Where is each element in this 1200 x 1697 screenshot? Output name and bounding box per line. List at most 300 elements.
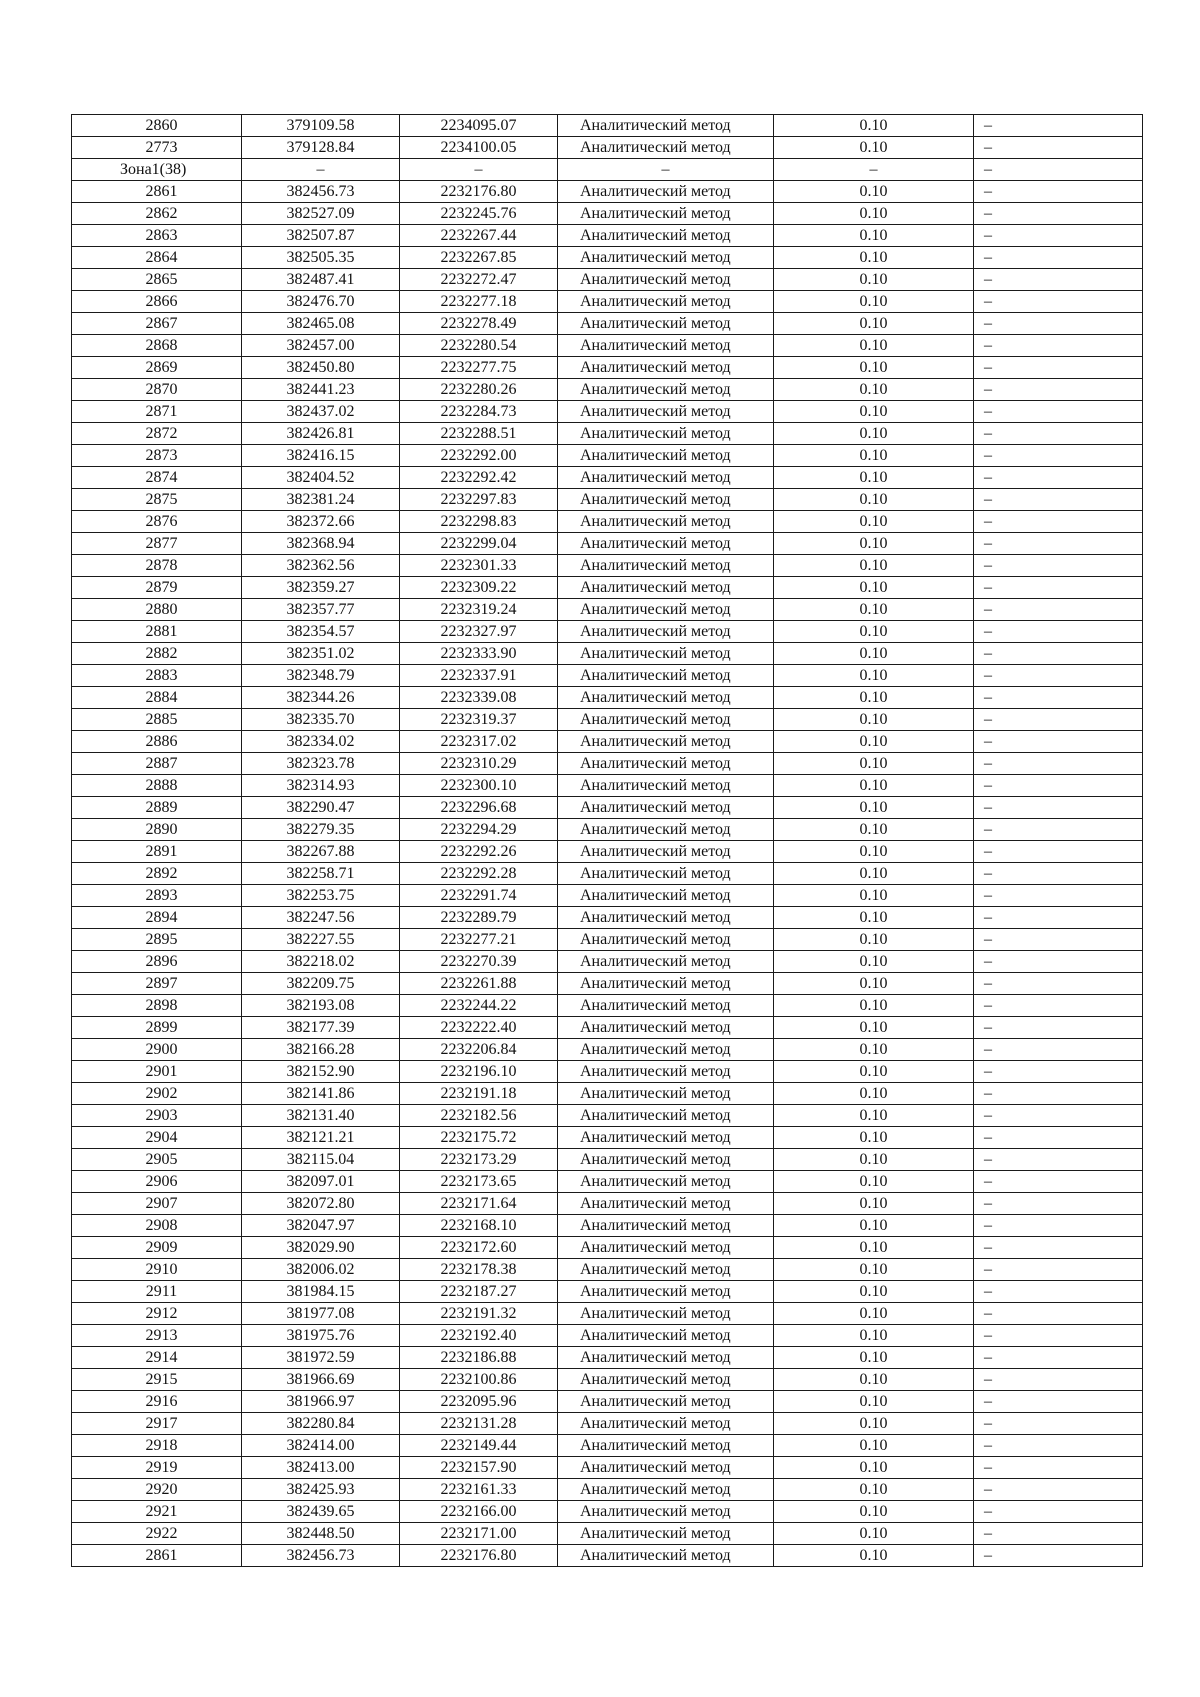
table-row bbox=[72, 797, 1143, 819]
x-coordinate-cell: 382334.02 bbox=[242, 731, 400, 753]
x-coordinate-cell: 382456.73 bbox=[242, 181, 400, 203]
point-number-text: 2886 bbox=[145, 733, 178, 750]
method-cell: Аналитический метод bbox=[558, 1171, 774, 1193]
table-row bbox=[72, 335, 1143, 357]
table-row bbox=[72, 1127, 1143, 1149]
point-number-cell bbox=[72, 1039, 242, 1061]
table-row bbox=[72, 1435, 1143, 1457]
point-number-text: 2880 bbox=[145, 601, 178, 618]
point-number-cell bbox=[72, 1127, 242, 1149]
accuracy-cell: 0.10 bbox=[774, 819, 974, 841]
method-cell: Аналитический метод bbox=[558, 907, 774, 929]
point-number-cell bbox=[72, 1215, 242, 1237]
y-coordinate-cell: 2232166.00 bbox=[400, 1501, 558, 1523]
method-cell: Аналитический метод bbox=[558, 687, 774, 709]
accuracy-cell: 0.10 bbox=[774, 445, 974, 467]
method-cell: Аналитический метод bbox=[558, 225, 774, 247]
y-coordinate-cell: 2232339.08 bbox=[400, 687, 558, 709]
accuracy-cell: 0.10 bbox=[774, 599, 974, 621]
x-coordinate-cell: 382152.90 bbox=[242, 1061, 400, 1083]
x-coordinate-cell: 382258.71 bbox=[242, 863, 400, 885]
x-coordinate-cell: 382141.86 bbox=[242, 1083, 400, 1105]
point-number-text: 2773 bbox=[145, 139, 178, 156]
method-cell: Аналитический метод bbox=[558, 555, 774, 577]
y-coordinate-cell: 2232296.68 bbox=[400, 797, 558, 819]
method-cell: Аналитический метод bbox=[558, 357, 774, 379]
point-number-text: 2921 bbox=[145, 1503, 178, 1520]
note-cell: – bbox=[974, 115, 1143, 137]
y-coordinate-cell: 2232272.47 bbox=[400, 269, 558, 291]
table-row bbox=[72, 1083, 1143, 1105]
table-row bbox=[72, 247, 1143, 269]
point-number-text: 2861 bbox=[145, 1547, 178, 1564]
y-coordinate-cell: 2234100.05 bbox=[400, 137, 558, 159]
point-number-cell bbox=[72, 665, 242, 687]
note-cell: – bbox=[974, 907, 1143, 929]
table-row bbox=[72, 1105, 1143, 1127]
y-coordinate-cell: 2232157.90 bbox=[400, 1457, 558, 1479]
table-row bbox=[72, 115, 1143, 137]
method-cell: Аналитический метод bbox=[558, 445, 774, 467]
note-cell: – bbox=[974, 665, 1143, 687]
x-coordinate-cell: 382209.75 bbox=[242, 973, 400, 995]
accuracy-cell: 0.10 bbox=[774, 269, 974, 291]
table-row bbox=[72, 1171, 1143, 1193]
point-number-cell bbox=[72, 1105, 242, 1127]
table-row bbox=[72, 643, 1143, 665]
point-number-text: 2914 bbox=[145, 1349, 178, 1366]
accuracy-cell: 0.10 bbox=[774, 489, 974, 511]
accuracy-cell: 0.10 bbox=[774, 1303, 974, 1325]
note-cell: – bbox=[974, 137, 1143, 159]
accuracy-cell: 0.10 bbox=[774, 1039, 974, 1061]
accuracy-cell: 0.10 bbox=[774, 1171, 974, 1193]
method-cell: Аналитический метод bbox=[558, 577, 774, 599]
y-coordinate-cell: 2232245.76 bbox=[400, 203, 558, 225]
x-coordinate-cell: 382439.65 bbox=[242, 1501, 400, 1523]
y-coordinate-cell: 2232289.79 bbox=[400, 907, 558, 929]
x-coordinate-cell: 382437.02 bbox=[242, 401, 400, 423]
x-coordinate-cell: 382072.80 bbox=[242, 1193, 400, 1215]
y-coordinate-cell: – bbox=[400, 159, 558, 181]
note-cell: – bbox=[974, 1237, 1143, 1259]
accuracy-cell: 0.10 bbox=[774, 1347, 974, 1369]
y-coordinate-cell: 2232292.28 bbox=[400, 863, 558, 885]
x-coordinate-cell: 382354.57 bbox=[242, 621, 400, 643]
table-row bbox=[72, 951, 1143, 973]
point-number-cell bbox=[72, 885, 242, 907]
y-coordinate-cell: 2232327.97 bbox=[400, 621, 558, 643]
point-number-text: 2879 bbox=[145, 579, 178, 596]
method-cell: – bbox=[558, 159, 774, 181]
y-coordinate-cell: 2232149.44 bbox=[400, 1435, 558, 1457]
note-cell: – bbox=[974, 951, 1143, 973]
x-coordinate-cell: 382404.52 bbox=[242, 467, 400, 489]
table-row bbox=[72, 159, 1143, 181]
point-number-text: 2908 bbox=[145, 1217, 178, 1234]
accuracy-cell: 0.10 bbox=[774, 577, 974, 599]
y-coordinate-cell: 2232171.64 bbox=[400, 1193, 558, 1215]
method-cell: Аналитический метод bbox=[558, 929, 774, 951]
x-coordinate-cell: 382348.79 bbox=[242, 665, 400, 687]
point-number-text: 2865 bbox=[145, 271, 178, 288]
point-number-text: 2874 bbox=[145, 469, 178, 486]
point-number-cell bbox=[72, 863, 242, 885]
accuracy-cell: 0.10 bbox=[774, 203, 974, 225]
note-cell: – bbox=[974, 379, 1143, 401]
accuracy-cell: 0.10 bbox=[774, 863, 974, 885]
y-coordinate-cell: 2232280.54 bbox=[400, 335, 558, 357]
x-coordinate-cell: 382097.01 bbox=[242, 1171, 400, 1193]
point-number-cell bbox=[72, 709, 242, 731]
note-cell: – bbox=[974, 687, 1143, 709]
x-coordinate-cell: 382121.21 bbox=[242, 1127, 400, 1149]
point-number-cell bbox=[72, 687, 242, 709]
accuracy-cell: 0.10 bbox=[774, 1259, 974, 1281]
x-coordinate-cell: 381966.69 bbox=[242, 1369, 400, 1391]
note-cell: – bbox=[974, 753, 1143, 775]
table-row bbox=[72, 379, 1143, 401]
accuracy-cell: 0.10 bbox=[774, 1523, 974, 1545]
x-coordinate-cell: 382115.04 bbox=[242, 1149, 400, 1171]
table-row bbox=[72, 203, 1143, 225]
method-cell: Аналитический метод bbox=[558, 1061, 774, 1083]
table-row bbox=[72, 687, 1143, 709]
method-cell: Аналитический метод bbox=[558, 775, 774, 797]
y-coordinate-cell: 2232291.74 bbox=[400, 885, 558, 907]
x-coordinate-cell: – bbox=[242, 159, 400, 181]
point-number-text: 2871 bbox=[145, 403, 178, 420]
y-coordinate-cell: 2232294.29 bbox=[400, 819, 558, 841]
note-cell: – bbox=[974, 1105, 1143, 1127]
point-number-cell bbox=[72, 599, 242, 621]
table-row bbox=[72, 555, 1143, 577]
x-coordinate-cell: 379109.58 bbox=[242, 115, 400, 137]
table-row bbox=[72, 1039, 1143, 1061]
y-coordinate-cell: 2232310.29 bbox=[400, 753, 558, 775]
note-cell: – bbox=[974, 599, 1143, 621]
method-cell: Аналитический метод bbox=[558, 995, 774, 1017]
table-row bbox=[72, 1523, 1143, 1545]
x-coordinate-cell: 382372.66 bbox=[242, 511, 400, 533]
accuracy-cell: 0.10 bbox=[774, 533, 974, 555]
point-number-cell bbox=[72, 269, 242, 291]
method-cell: Аналитический метод bbox=[558, 753, 774, 775]
point-number-cell bbox=[72, 445, 242, 467]
table-row bbox=[72, 973, 1143, 995]
x-coordinate-cell: 381966.97 bbox=[242, 1391, 400, 1413]
point-number-cell bbox=[72, 621, 242, 643]
table-row bbox=[72, 1501, 1143, 1523]
y-coordinate-cell: 2232100.86 bbox=[400, 1369, 558, 1391]
table-row bbox=[72, 1479, 1143, 1501]
accuracy-cell: 0.10 bbox=[774, 841, 974, 863]
note-cell: – bbox=[974, 467, 1143, 489]
accuracy-cell: 0.10 bbox=[774, 1457, 974, 1479]
point-number-cell bbox=[72, 1435, 242, 1457]
x-coordinate-cell: 382456.73 bbox=[242, 1545, 400, 1567]
point-number-text: 2869 bbox=[145, 359, 178, 376]
method-cell: Аналитический метод bbox=[558, 1215, 774, 1237]
accuracy-cell: 0.10 bbox=[774, 555, 974, 577]
method-cell: Аналитический метод bbox=[558, 709, 774, 731]
y-coordinate-cell: 2232175.72 bbox=[400, 1127, 558, 1149]
point-number-cell bbox=[72, 1325, 242, 1347]
note-cell: – bbox=[974, 885, 1143, 907]
point-number-cell bbox=[72, 159, 242, 181]
y-coordinate-cell: 2234095.07 bbox=[400, 115, 558, 137]
x-coordinate-cell: 382227.55 bbox=[242, 929, 400, 951]
method-cell: Аналитический метод bbox=[558, 1479, 774, 1501]
y-coordinate-cell: 2232267.44 bbox=[400, 225, 558, 247]
x-coordinate-cell: 382414.00 bbox=[242, 1435, 400, 1457]
x-coordinate-cell: 382357.77 bbox=[242, 599, 400, 621]
method-cell: Аналитический метод bbox=[558, 115, 774, 137]
table-row bbox=[72, 709, 1143, 731]
y-coordinate-cell: 2232280.26 bbox=[400, 379, 558, 401]
table-row bbox=[72, 1457, 1143, 1479]
method-cell: Аналитический метод bbox=[558, 621, 774, 643]
x-coordinate-cell: 382426.81 bbox=[242, 423, 400, 445]
method-cell: Аналитический метод bbox=[558, 247, 774, 269]
y-coordinate-cell: 2232319.24 bbox=[400, 599, 558, 621]
accuracy-cell: 0.10 bbox=[774, 797, 974, 819]
method-cell: Аналитический метод bbox=[558, 643, 774, 665]
point-number-text: 2877 bbox=[145, 535, 178, 552]
y-coordinate-cell: 2232176.80 bbox=[400, 181, 558, 203]
note-cell: – bbox=[974, 335, 1143, 357]
table-row bbox=[72, 599, 1143, 621]
accuracy-cell: 0.10 bbox=[774, 1501, 974, 1523]
point-number-text: 2885 bbox=[145, 711, 178, 728]
table-row bbox=[72, 731, 1143, 753]
point-number-cell bbox=[72, 1369, 242, 1391]
method-cell: Аналитический метод bbox=[558, 269, 774, 291]
point-number-text: 2907 bbox=[145, 1195, 178, 1212]
method-cell: Аналитический метод bbox=[558, 203, 774, 225]
x-coordinate-cell: 382362.56 bbox=[242, 555, 400, 577]
table-row bbox=[72, 1215, 1143, 1237]
note-cell: – bbox=[974, 731, 1143, 753]
point-number-text: 2920 bbox=[145, 1481, 178, 1498]
point-number-text: 2893 bbox=[145, 887, 178, 904]
note-cell: – bbox=[974, 203, 1143, 225]
y-coordinate-cell: 2232337.91 bbox=[400, 665, 558, 687]
method-cell: Аналитический метод bbox=[558, 291, 774, 313]
note-cell: – bbox=[974, 1413, 1143, 1435]
accuracy-cell: 0.10 bbox=[774, 511, 974, 533]
note-cell: – bbox=[974, 555, 1143, 577]
point-number-text: 2905 bbox=[145, 1151, 178, 1168]
point-number-cell bbox=[72, 929, 242, 951]
x-coordinate-cell: 382425.93 bbox=[242, 1479, 400, 1501]
point-number-cell bbox=[72, 951, 242, 973]
point-number-cell bbox=[72, 555, 242, 577]
point-number-text: 2904 bbox=[145, 1129, 178, 1146]
accuracy-cell: 0.10 bbox=[774, 423, 974, 445]
y-coordinate-cell: 2232222.40 bbox=[400, 1017, 558, 1039]
table-row bbox=[72, 1193, 1143, 1215]
x-coordinate-cell: 382247.56 bbox=[242, 907, 400, 929]
point-number-cell bbox=[72, 313, 242, 335]
table-row bbox=[72, 1017, 1143, 1039]
table-row bbox=[72, 665, 1143, 687]
x-coordinate-cell: 382359.27 bbox=[242, 577, 400, 599]
x-coordinate-cell: 379128.84 bbox=[242, 137, 400, 159]
point-number-cell bbox=[72, 115, 242, 137]
method-cell: Аналитический метод bbox=[558, 1435, 774, 1457]
note-cell: – bbox=[974, 225, 1143, 247]
y-coordinate-cell: 2232292.42 bbox=[400, 467, 558, 489]
x-coordinate-cell: 382029.90 bbox=[242, 1237, 400, 1259]
coordinates-table bbox=[71, 114, 1143, 1567]
x-coordinate-cell: 382448.50 bbox=[242, 1523, 400, 1545]
note-cell: – bbox=[974, 313, 1143, 335]
point-number-text: 2919 bbox=[145, 1459, 178, 1476]
table-row bbox=[72, 313, 1143, 335]
point-number-text: 2903 bbox=[145, 1107, 178, 1124]
accuracy-cell: 0.10 bbox=[774, 225, 974, 247]
method-cell: Аналитический метод bbox=[558, 731, 774, 753]
point-number-cell bbox=[72, 247, 242, 269]
accuracy-cell: 0.10 bbox=[774, 401, 974, 423]
point-number-text: 2887 bbox=[145, 755, 178, 772]
point-number-cell bbox=[72, 819, 242, 841]
method-cell: Аналитический метод bbox=[558, 841, 774, 863]
x-coordinate-cell: 382193.08 bbox=[242, 995, 400, 1017]
x-coordinate-cell: 382476.70 bbox=[242, 291, 400, 313]
method-cell: Аналитический метод bbox=[558, 951, 774, 973]
y-coordinate-cell: 2232297.83 bbox=[400, 489, 558, 511]
note-cell: – bbox=[974, 1259, 1143, 1281]
note-cell: – bbox=[974, 181, 1143, 203]
method-cell: Аналитический метод bbox=[558, 1369, 774, 1391]
accuracy-cell: 0.10 bbox=[774, 115, 974, 137]
x-coordinate-cell: 382416.15 bbox=[242, 445, 400, 467]
table-row bbox=[72, 1325, 1143, 1347]
point-number-text: 2883 bbox=[145, 667, 178, 684]
accuracy-cell: 0.10 bbox=[774, 357, 974, 379]
table-row bbox=[72, 621, 1143, 643]
note-cell: – bbox=[974, 995, 1143, 1017]
accuracy-cell: 0.10 bbox=[774, 1149, 974, 1171]
point-number-text: 2916 bbox=[145, 1393, 178, 1410]
method-cell: Аналитический метод bbox=[558, 533, 774, 555]
point-number-cell bbox=[72, 1259, 242, 1281]
accuracy-cell: 0.10 bbox=[774, 335, 974, 357]
note-cell: – bbox=[974, 533, 1143, 555]
y-coordinate-cell: 2232161.33 bbox=[400, 1479, 558, 1501]
note-cell: – bbox=[974, 1325, 1143, 1347]
point-number-text: 2913 bbox=[145, 1327, 178, 1344]
x-coordinate-cell: 382381.24 bbox=[242, 489, 400, 511]
method-cell: Аналитический метод bbox=[558, 423, 774, 445]
x-coordinate-cell: 382344.26 bbox=[242, 687, 400, 709]
point-number-cell bbox=[72, 1017, 242, 1039]
x-coordinate-cell: 381972.59 bbox=[242, 1347, 400, 1369]
point-number-cell bbox=[72, 1479, 242, 1501]
method-cell: Аналитический метод bbox=[558, 1325, 774, 1347]
table-row bbox=[72, 137, 1143, 159]
note-cell: – bbox=[974, 511, 1143, 533]
point-number-cell bbox=[72, 1303, 242, 1325]
x-coordinate-cell: 382131.40 bbox=[242, 1105, 400, 1127]
accuracy-cell: 0.10 bbox=[774, 291, 974, 313]
accuracy-cell: 0.10 bbox=[774, 379, 974, 401]
y-coordinate-cell: 2232191.18 bbox=[400, 1083, 558, 1105]
point-number-cell bbox=[72, 335, 242, 357]
accuracy-cell: 0.10 bbox=[774, 907, 974, 929]
accuracy-cell: 0.10 bbox=[774, 753, 974, 775]
method-cell: Аналитический метод bbox=[558, 1281, 774, 1303]
point-number-text: 2892 bbox=[145, 865, 178, 882]
x-coordinate-cell: 382267.88 bbox=[242, 841, 400, 863]
method-cell: Аналитический метод bbox=[558, 1413, 774, 1435]
x-coordinate-cell: 382006.02 bbox=[242, 1259, 400, 1281]
note-cell: – bbox=[974, 863, 1143, 885]
table-row bbox=[72, 1237, 1143, 1259]
accuracy-cell: 0.10 bbox=[774, 1369, 974, 1391]
note-cell: – bbox=[974, 1303, 1143, 1325]
method-cell: Аналитический метод bbox=[558, 1149, 774, 1171]
table-row bbox=[72, 533, 1143, 555]
accuracy-cell: 0.10 bbox=[774, 995, 974, 1017]
coordinates-table-body bbox=[72, 115, 1143, 1567]
y-coordinate-cell: 2232288.51 bbox=[400, 423, 558, 445]
point-number-text: 2899 bbox=[145, 1019, 178, 1036]
point-number-cell bbox=[72, 1083, 242, 1105]
y-coordinate-cell: 2232261.88 bbox=[400, 973, 558, 995]
accuracy-cell: 0.10 bbox=[774, 1061, 974, 1083]
method-cell: Аналитический метод bbox=[558, 511, 774, 533]
method-cell: Аналитический метод bbox=[558, 1017, 774, 1039]
point-number-text: 2895 bbox=[145, 931, 178, 948]
point-number-text: 2861 bbox=[145, 183, 178, 200]
point-number-text: 2897 bbox=[145, 975, 178, 992]
table-row bbox=[72, 401, 1143, 423]
accuracy-cell: 0.10 bbox=[774, 1435, 974, 1457]
point-number-text: 2872 bbox=[145, 425, 178, 442]
point-number-text: 2884 bbox=[145, 689, 178, 706]
note-cell: – bbox=[974, 423, 1143, 445]
note-cell: – bbox=[974, 1039, 1143, 1061]
note-cell: – bbox=[974, 291, 1143, 313]
accuracy-cell: 0.10 bbox=[774, 775, 974, 797]
accuracy-cell: 0.10 bbox=[774, 1215, 974, 1237]
y-coordinate-cell: 2232284.73 bbox=[400, 401, 558, 423]
point-number-cell bbox=[72, 1347, 242, 1369]
method-cell: Аналитический метод bbox=[558, 137, 774, 159]
note-cell: – bbox=[974, 445, 1143, 467]
note-cell: – bbox=[974, 357, 1143, 379]
accuracy-cell: 0.10 bbox=[774, 181, 974, 203]
note-cell: – bbox=[974, 1193, 1143, 1215]
x-coordinate-cell: 382253.75 bbox=[242, 885, 400, 907]
point-number-text: 2918 bbox=[145, 1437, 178, 1454]
x-coordinate-cell: 382527.09 bbox=[242, 203, 400, 225]
y-coordinate-cell: 2232299.04 bbox=[400, 533, 558, 555]
table-row bbox=[72, 445, 1143, 467]
accuracy-cell: 0.10 bbox=[774, 1017, 974, 1039]
note-cell: – bbox=[974, 1017, 1143, 1039]
note-cell: – bbox=[974, 1281, 1143, 1303]
point-number-text: 2909 bbox=[145, 1239, 178, 1256]
accuracy-cell: 0.10 bbox=[774, 929, 974, 951]
note-cell: – bbox=[974, 709, 1143, 731]
method-cell: Аналитический метод bbox=[558, 1523, 774, 1545]
point-number-text: 2901 bbox=[145, 1063, 178, 1080]
note-cell: – bbox=[974, 1369, 1143, 1391]
